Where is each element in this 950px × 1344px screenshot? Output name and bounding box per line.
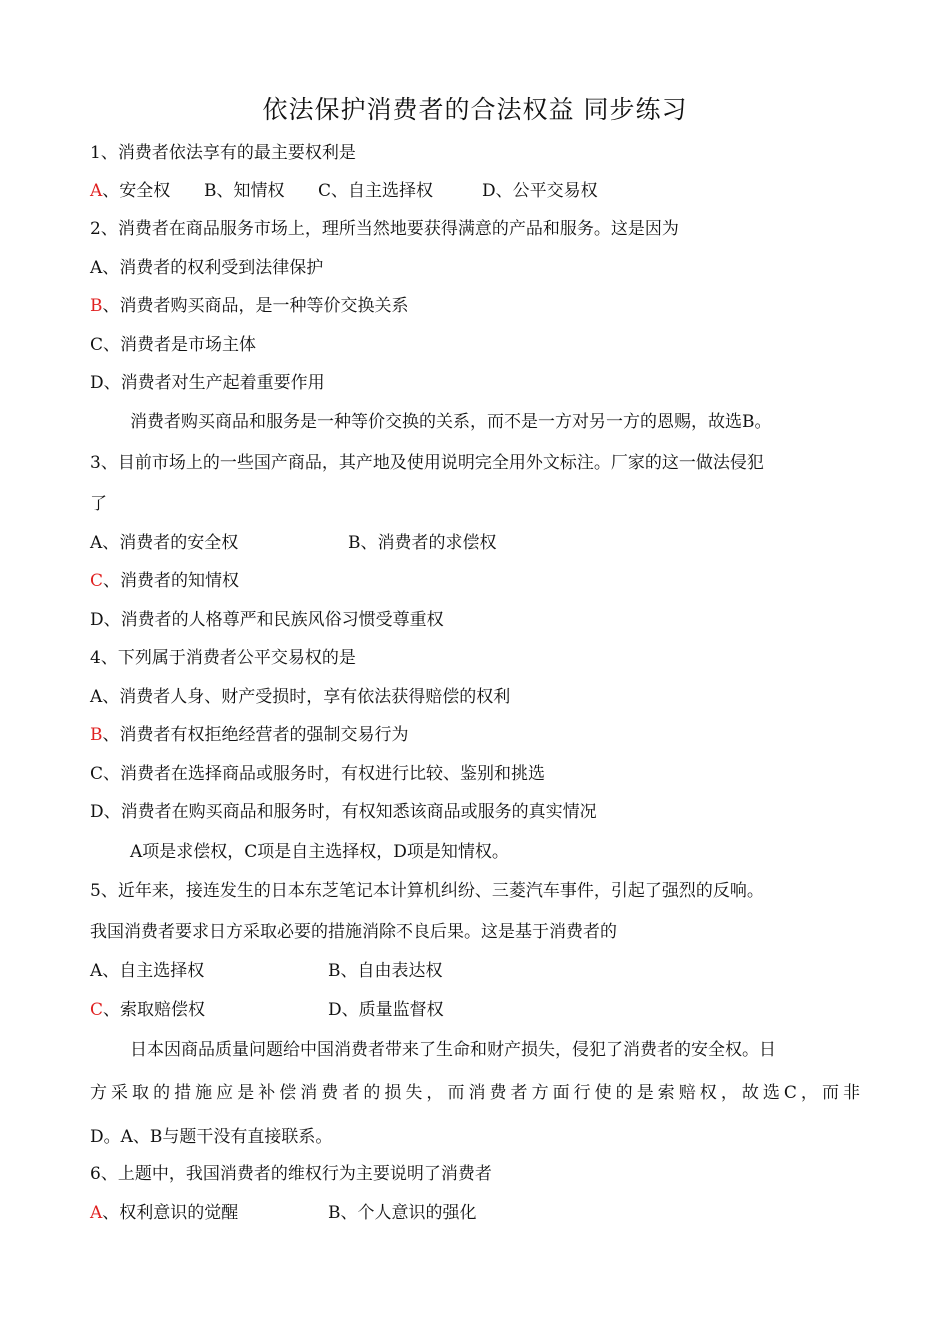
q6-option-b: B、个人意识的强化 [328, 1203, 477, 1223]
q5-answer-letter: C [90, 1000, 104, 1020]
q3-stem-line2: 了 [90, 494, 107, 514]
q2-option-c: C、消费者是市场主体 [90, 335, 257, 355]
q4-answer-letter: B [90, 725, 103, 745]
q4-option-c: C、消费者在选择商品或服务时，有权进行比较、鉴别和挑选 [90, 764, 546, 784]
q4-option-b-text: 、消费者有权拒绝经营者的强制交易行为 [102, 725, 409, 745]
q3-option-b: B、消费者的求偿权 [348, 533, 497, 553]
q5-explanation-line3: D。A、B与题干没有直接联系。 [90, 1127, 333, 1147]
q4-option-b [90, 723, 409, 747]
q5-option-b: B、自由表达权 [328, 961, 443, 981]
q1-answer-letter: A [90, 181, 103, 201]
q2-option-b [90, 294, 409, 318]
q2-option-a: A、消费者的权利受到法律保护 [90, 258, 324, 278]
q3-option-c [90, 569, 239, 593]
q1-option-d: D、公平交易权 [482, 181, 598, 201]
q3-answer-letter: C [90, 571, 104, 591]
q5-option-c: 、索取赔偿权 [103, 1000, 206, 1020]
q3-option-d: D、消费者的人格尊严和民族风俗习惯受尊重权 [90, 610, 444, 630]
q5-option-d: D、质量监督权 [328, 1000, 444, 1020]
q5-option-a: A、自主选择权 [90, 961, 205, 981]
q2-option-d: D、消费者对生产起着重要作用 [90, 373, 325, 393]
q4-option-a: A、消费者人身、财产受损时，享有依法获得赔偿的权利 [90, 687, 511, 707]
q2-answer-letter: B [90, 296, 103, 316]
q6-option-a: 、权利意识的觉醒 [102, 1203, 239, 1223]
q2-explanation: 消费者购买商品和服务是一种等价交换的关系，而不是一方对另一方的恩赐，故选B。 [130, 412, 772, 432]
q4-option-d: D、消费者在购买商品和服务时，有权知悉该商品或服务的真实情况 [90, 802, 597, 822]
q1-option-b: B、知情权 [204, 181, 285, 201]
q4-stem: 4、下列属于消费者公平交易权的是 [90, 648, 356, 668]
q6-stem: 6、上题中，我国消费者的维权行为主要说明了消费者 [90, 1164, 492, 1184]
q2-stem: 2、消费者在商品服务市场上，理所当然地要获得满意的产品和服务。这是因为 [90, 219, 679, 239]
q6-answer-letter: A [90, 1203, 103, 1223]
page-title: 依法保护消费者的合法权益 同步练习 [262, 95, 688, 124]
q4-explanation: A项是求偿权，C项是自主选择权，D项是知情权。 [130, 842, 509, 862]
q1-option-c: C、自主选择权 [318, 181, 434, 201]
q1-option-a: 、安全权 [102, 181, 171, 201]
q5-stem-line1: 5、近年来，接连发生的日本东芝笔记本计算机纠纷、三菱汽车事件，引起了强烈的反响。 [90, 881, 764, 901]
q2-option-b-text: 、消费者购买商品，是一种等价交换关系 [102, 296, 409, 316]
q3-option-c-text: 、消费者的知情权 [103, 571, 240, 591]
q5-explanation-line1: 日本因商品质量问题给中国消费者带来了生命和财产损失，侵犯了消费者的安全权。日 [130, 1040, 776, 1060]
q3-stem-line1: 3、目前市场上的一些国产商品，其产地及使用说明完全用外文标注。厂家的这一做法侵犯 [90, 453, 764, 473]
q5-explanation-line2: 方采取的措施应是补偿消费者的损失，而消费者方面行使的是索赔权，故选C，而非 [90, 1083, 860, 1103]
q1-stem: 1、消费者依法享有的最主要权利是 [90, 143, 356, 163]
q5-stem-line2: 我国消费者要求日方采取必要的措施消除不良后果。这是基于消费者的 [90, 922, 617, 942]
q3-option-a: A、消费者的安全权 [90, 533, 239, 553]
